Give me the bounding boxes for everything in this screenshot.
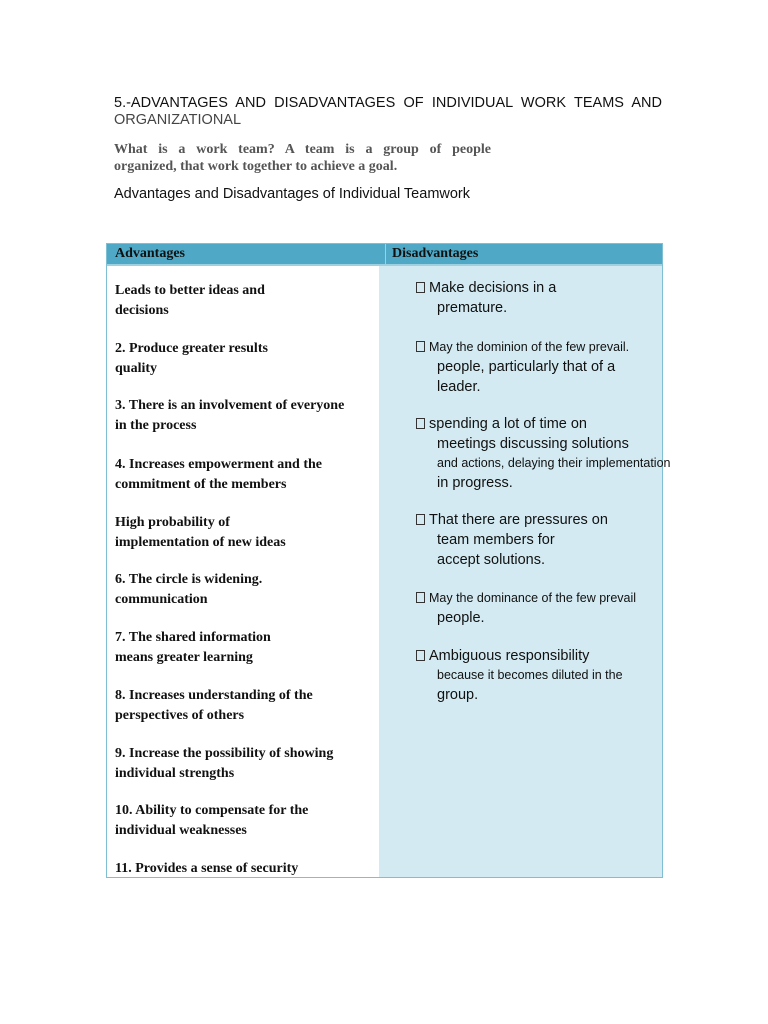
disadvantage-line: meetings discussing solutions: [437, 436, 629, 452]
disadvantages-column: [379, 266, 671, 877]
advantage-line: 10. Ability to compensate for the: [115, 803, 309, 818]
advantage-line: individual strengths: [115, 766, 235, 781]
advantage-item: [115, 686, 377, 726]
advantage-line: 3. There is an involvement of everyone: [115, 398, 345, 413]
advantage-item: [115, 455, 377, 495]
intro-paragraph: [114, 141, 491, 175]
missing-glyph-bullet-icon: [416, 418, 425, 429]
advantage-line: perspectives of others: [115, 708, 245, 723]
disadvantage-item: [416, 278, 662, 318]
advantage-line: communication: [115, 592, 208, 607]
disadvantage-line: people.: [437, 610, 485, 626]
missing-glyph-bullet-icon: [416, 514, 425, 525]
disadvantage-line: That there are pressures on: [416, 510, 662, 530]
advantage-line: quality: [115, 361, 158, 376]
advantage-item: [115, 570, 377, 610]
header-advantages: Advantages: [115, 246, 186, 261]
section-heading: 5.-ADVANTAGES AND DISADVANTAGES OF INDIVIDUAL WORK TEAMS AND: [114, 95, 662, 111]
advantage-item: [115, 396, 377, 436]
table-caption: Advantages and Disadvantages of Individual Teamwork: [114, 186, 471, 202]
disadvantage-line: accept solutions.: [437, 552, 546, 568]
disadvantage-item: [416, 414, 671, 493]
disadvantage-line: Ambiguous responsibility: [416, 646, 662, 666]
disadvantage-item: [416, 646, 662, 705]
section-heading-continued: ORGANIZATIONAL: [114, 112, 242, 128]
disadvantage-line: premature.: [437, 300, 508, 316]
missing-glyph-bullet-icon: [416, 592, 425, 603]
header-divider: [385, 244, 386, 264]
intro-line-1: What is a work team? A team is a group of people: [114, 142, 491, 157]
disadvantage-line: spending a lot of time on: [416, 414, 662, 434]
advantage-item: [115, 744, 377, 784]
advantage-item: [115, 281, 377, 321]
advantage-line: 2. Produce greater results: [115, 341, 268, 356]
header-disadvantages: Disadvantages: [392, 246, 479, 261]
advantage-item: [115, 801, 377, 841]
advantage-line: in the process: [115, 418, 197, 433]
advantage-item: [115, 628, 377, 668]
disadvantage-item: [416, 589, 662, 628]
advantages-disadvantages-table: [106, 243, 671, 878]
advantage-line: individual weaknesses: [115, 823, 247, 838]
disadvantage-line: in progress.: [437, 475, 513, 491]
advantage-line: 11. Provides a sense of security: [115, 861, 299, 876]
advantage-line: Leads to better ideas and: [115, 283, 265, 298]
advantage-line: decisions: [115, 303, 169, 318]
intro-line-2: organized, that work together to achieve a goal.: [114, 159, 398, 174]
disadvantage-line: leader.: [437, 379, 481, 395]
advantage-line: commitment of the members: [115, 477, 287, 492]
advantage-line: 8. Increases understanding of the: [115, 688, 313, 703]
disadvantage-line: May the dominance of the few prevail: [416, 589, 662, 608]
advantage-item: [115, 859, 377, 879]
advantage-item: [115, 513, 377, 553]
advantage-line: High probability of: [115, 515, 230, 530]
disadvantage-line: group.: [437, 687, 479, 703]
table-header-row: [107, 244, 662, 266]
disadvantage-line: people, particularly that of a: [437, 359, 616, 375]
disadvantage-item: [416, 510, 662, 570]
disadvantage-line: and actions, delaying their implementation: [437, 456, 671, 470]
advantage-line: 7. The shared information: [115, 630, 271, 645]
disadvantage-line: Make decisions in a: [416, 278, 662, 298]
advantage-line: means greater learning: [115, 650, 253, 665]
advantage-line: implementation of new ideas: [115, 535, 286, 550]
advantage-item: [115, 339, 377, 379]
disadvantage-line: May the dominion of the few prevail.: [416, 338, 662, 357]
disadvantage-line: team members for: [437, 532, 555, 548]
missing-glyph-bullet-icon: [416, 282, 425, 293]
advantage-line: 9. Increase the possibility of showing: [115, 746, 334, 761]
advantage-line: 4. Increases empowerment and the: [115, 457, 322, 472]
disadvantage-line: because it becomes diluted in the: [437, 668, 623, 682]
missing-glyph-bullet-icon: [416, 650, 425, 661]
disadvantage-item: [416, 338, 662, 397]
advantages-column: [107, 266, 379, 877]
advantage-line: 6. The circle is widening.: [115, 572, 263, 587]
missing-glyph-bullet-icon: [416, 341, 425, 352]
